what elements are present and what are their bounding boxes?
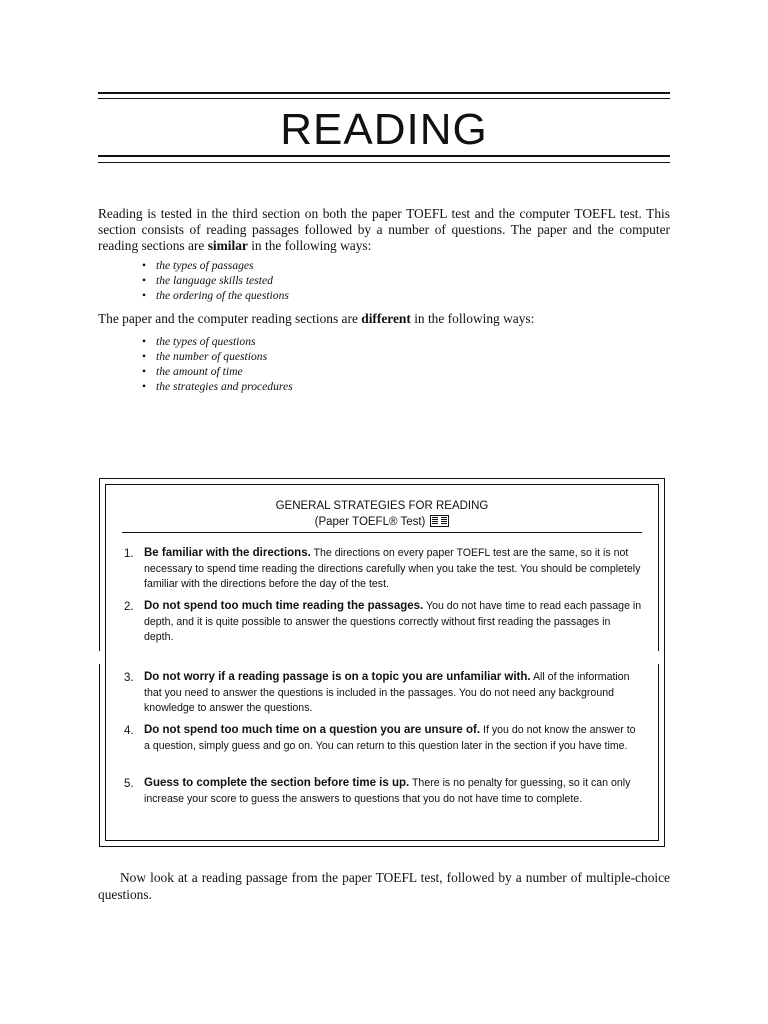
title-rule-top-2 bbox=[98, 98, 670, 99]
strategy-box-gap-left bbox=[99, 651, 105, 664]
item-lead: Do not spend too much time on a question you are unsure of. bbox=[144, 724, 481, 736]
list-item: • the ordering of the questions bbox=[142, 288, 289, 303]
strategy-subtitle: (Paper TOEFL® Test) bbox=[314, 516, 426, 528]
intro-text: Reading is tested in the third section on both the paper TOEFL test and the computer TOEFL test. This section consists of reading passages followed by a number of questions. The paper and the computer reading sections are bbox=[98, 206, 670, 253]
title-rule-bottom-2 bbox=[98, 162, 670, 163]
paper-test-icon bbox=[430, 515, 449, 527]
strategy-item-5 bbox=[124, 776, 642, 807]
item-text: You do not have time to read each passage in depth, and it is quite possible to answer the questions correctly without first reading the passages in depth. bbox=[144, 600, 642, 643]
strategy-item-4 bbox=[124, 723, 642, 754]
different-list bbox=[142, 334, 293, 394]
item-lead: Guess to complete the section before time is up. bbox=[144, 777, 410, 789]
strategy-title: GENERAL STRATEGIES FOR READING bbox=[275, 500, 489, 512]
item-number: 1. bbox=[124, 548, 134, 560]
list-item: • the number of questions bbox=[142, 349, 293, 364]
closing-paragraph: Now look at a reading passage from the paper TOEFL test, followed by a number of multiple-choice questions. bbox=[98, 870, 670, 902]
similar-list bbox=[142, 258, 289, 303]
different-text: The paper and the computer reading sections are bbox=[98, 311, 362, 326]
title-rule-top-1 bbox=[98, 92, 670, 94]
intro-text-end: in the following ways: bbox=[247, 238, 372, 253]
strategy-subtitle-row bbox=[122, 514, 642, 530]
list-item: • the types of questions bbox=[142, 334, 293, 349]
different-sentence bbox=[98, 311, 670, 327]
different-emphasis: different bbox=[361, 311, 411, 326]
strategy-heading bbox=[122, 498, 642, 530]
item-text: There is no penalty for guessing, so it can only increase your score to guess the answers to questions that you do not have time to complete. bbox=[144, 777, 631, 805]
item-text: The directions on every paper TOEFL test are the same, so it is not necessary to spend time reading the directions carefully when you take the test. You should be completely familiar with the directions before the day of the test. bbox=[144, 547, 641, 590]
page-title: READING bbox=[280, 105, 488, 154]
item-lead: Be familiar with the directions. bbox=[144, 547, 311, 559]
strategy-heading-rule bbox=[122, 532, 642, 533]
item-text: If you do not know the answer to a question, simply guess and go on. You can return to this question later in the section if you have time. bbox=[144, 724, 636, 752]
item-number: 2. bbox=[124, 601, 134, 613]
intro-paragraph bbox=[98, 206, 670, 254]
list-item: • the types of passages bbox=[142, 258, 289, 273]
strategy-box-gap-right bbox=[658, 651, 664, 664]
item-number: 4. bbox=[124, 725, 134, 737]
item-number: 5. bbox=[124, 778, 134, 790]
different-text-end: in the following ways: bbox=[410, 311, 535, 326]
strategy-item-3 bbox=[124, 670, 642, 717]
item-lead: Do not spend too much time reading the passages. bbox=[144, 600, 424, 612]
item-text: All of the information that you need to answer the questions is included in the passages. You do not need any background knowledge to answer the questions. bbox=[144, 671, 630, 714]
strategy-item-1 bbox=[124, 546, 642, 593]
intro-emphasis: similar bbox=[207, 238, 248, 253]
list-item: • the strategies and procedures bbox=[142, 379, 293, 394]
list-item: • the language skills tested bbox=[142, 273, 289, 288]
title-rule-bottom-1 bbox=[98, 155, 670, 157]
strategy-item-2 bbox=[124, 599, 642, 646]
item-lead: Do not worry if a reading passage is on a topic you are unfamiliar with. bbox=[144, 671, 531, 683]
item-number: 3. bbox=[124, 672, 134, 684]
list-item: • the amount of time bbox=[142, 364, 293, 379]
